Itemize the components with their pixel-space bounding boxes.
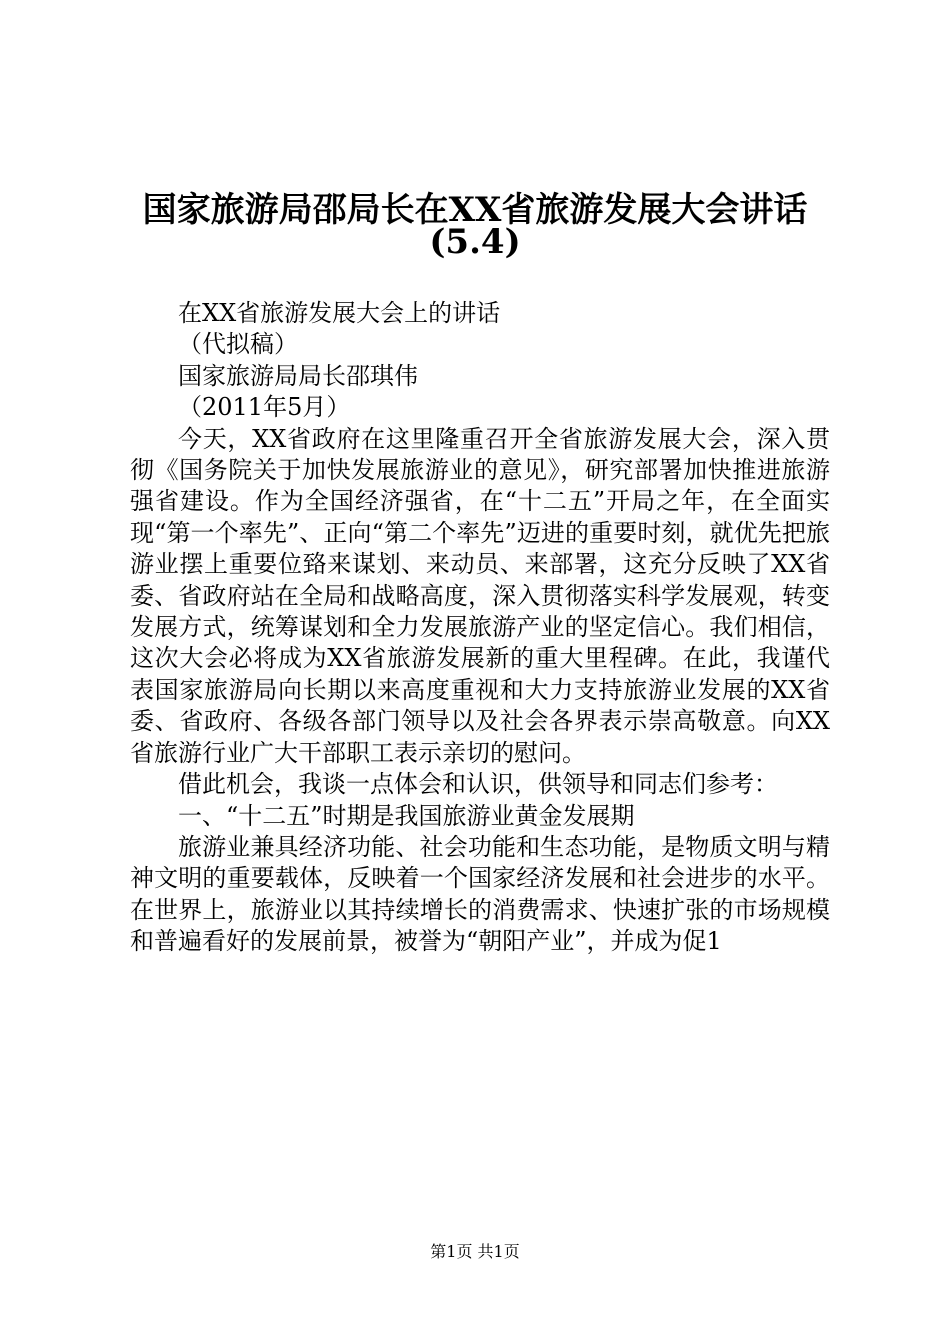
paragraph: 今天，XX省政府在这里隆重召开全省旅游发展大会，深入贯彻《国务院关于加快发展旅游业的意见》，研究部署加快推进旅游强省建设。作为全国经济强省，在“十二五”开局之年，在全面实现“第一个率先”、正向“第二个率先”迈进的重要时刻，就优先把旅游业摆上重要位臵来谋划、来动员、来部署，这充分反映了XX省委、省政府站在全局和战略高度，深入贯彻落实科学发展观，转变发展方式，统筹谋划和全力发展旅游产业的坚定信心。我们相信，这次大会必将成为XX省旅游发展新的重大里程碑。在此，我谨代表国家旅游局向长期以来高度重视和大力支持旅游业发展的XX省委、省政府、各级各部门领导以及社会各界表示崇高敬意。向XX省旅游行业广大干部职工表示亲切的慰问。 bbox=[130, 424, 830, 767]
section-heading: 一、“十二五”时期是我国旅游业黄金发展期 bbox=[178, 801, 635, 830]
paragraph: 借此机会，我谈一点体会和认识，供领导和同志们参考： bbox=[178, 770, 778, 799]
paragraph: 旅游业兼具经济功能、社会功能和生态功能，是物质文明与精神文明的重要载体，反映着一个国家经济发展和社会进步的水平。在世界上，旅游业以其持续增长的消费需求、快速扩张的市场规模和普遍看好的发展前景，被誉为“朝阳产业”，并成为促1 bbox=[130, 832, 830, 956]
document-title-line2: (5.4) bbox=[429, 222, 521, 262]
document-body bbox=[130, 298, 830, 958]
speaker-line: 国家旅游局局长邵琪伟 bbox=[178, 361, 418, 390]
date-line: （2011年5月） bbox=[178, 393, 351, 422]
draft-note: （代拟稿） bbox=[178, 330, 298, 359]
speech-subtitle: 在XX省旅游发展大会上的讲话 bbox=[178, 299, 501, 327]
document-title-line1: 国家旅游局邵局长在XX省旅游发展大会讲话 bbox=[142, 190, 808, 230]
page-footer: 第1页 共1页 bbox=[430, 1242, 520, 1261]
